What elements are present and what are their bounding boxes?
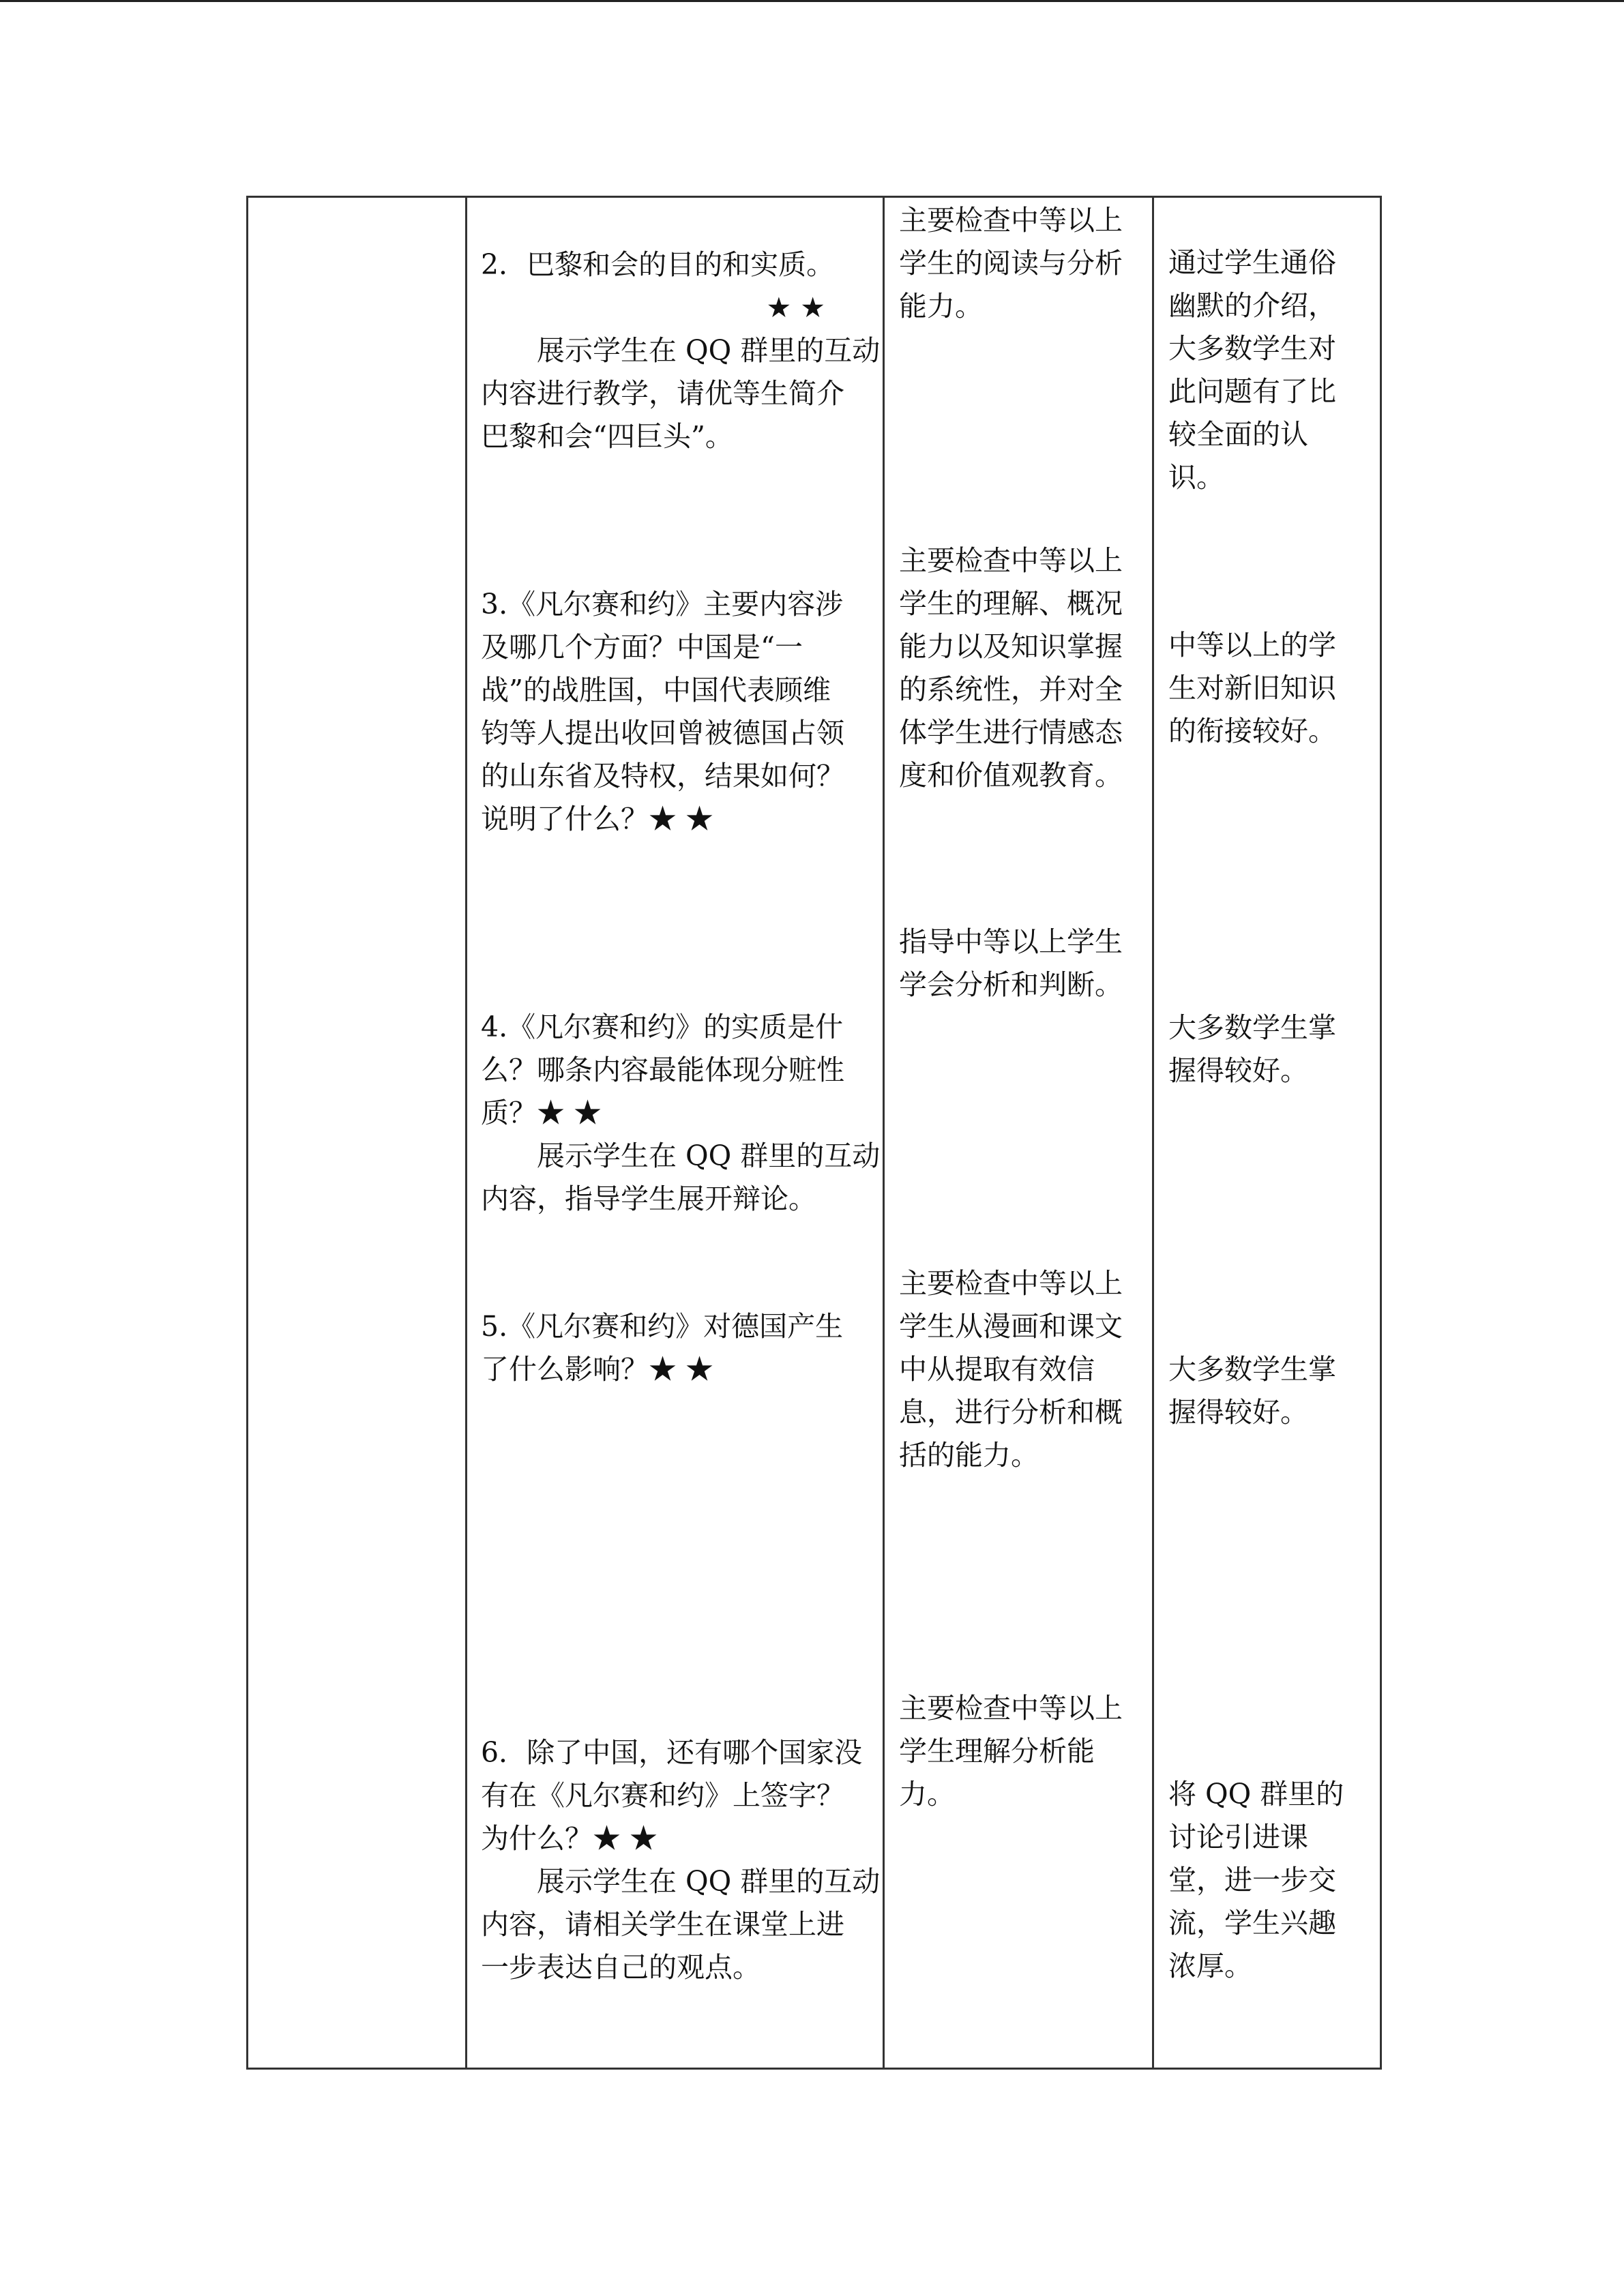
row5-check-line-3: 力。 xyxy=(899,1778,955,1810)
column-divider-3 xyxy=(1152,196,1154,2070)
row3-effect-line-2: 握得较好。 xyxy=(1168,1054,1308,1087)
row5-effect-line-5: 浓厚。 xyxy=(1168,1950,1252,1982)
row2-question-line-5: 的山东省及特权，结果如何？ xyxy=(481,760,844,792)
row2-check-line-2: 学生的理解、概况 xyxy=(899,587,1123,620)
row3-check-line-2: 学会分析和判断。 xyxy=(899,968,1123,1001)
row4-check-line-5: 括的能力。 xyxy=(899,1439,1039,1472)
row1-effect-line-3: 大多数学生对 xyxy=(1168,332,1336,365)
row5-note-line-1: 展示学生在 QQ 群里的互动 xyxy=(481,1865,881,1898)
row1-check-line-3: 能力。 xyxy=(899,290,983,323)
row4-check-line-2: 学生从漫画和课文 xyxy=(899,1310,1123,1343)
row5-question-line-3: 为什么？★ ★ xyxy=(481,1822,658,1855)
row4-effect-line-2: 握得较好。 xyxy=(1168,1396,1308,1429)
row1-note-line-2: 内容进行教学，请优等生简介 xyxy=(481,377,844,410)
row1-difficulty-stars: ★ ★ xyxy=(766,291,825,324)
row1-question-line-1: 2．巴黎和会的目的和实质。 xyxy=(481,248,835,281)
row3-effect-line-1: 大多数学生掌 xyxy=(1168,1011,1336,1044)
row1-effect-line-4: 此问题有了比 xyxy=(1168,375,1336,408)
row1-note-line-1: 展示学生在 QQ 群里的互动 xyxy=(481,334,881,367)
row3-note-line-2: 内容，指导学生展开辩论。 xyxy=(481,1182,816,1215)
row2-question-line-4: 钧等人提出收回曾被德国占领 xyxy=(481,717,844,749)
row3-question-line-2: 么？哪条内容最能体现分赃性 xyxy=(481,1054,844,1086)
row2-question-line-6: 说明了什么？★ ★ xyxy=(481,803,714,835)
row3-note-line-1: 展示学生在 QQ 群里的互动 xyxy=(481,1139,881,1172)
row2-check-line-4: 的系统性，并对全 xyxy=(899,673,1123,706)
row1-check-line-2: 学生的阅读与分析 xyxy=(899,247,1123,280)
row5-question-line-1: 6．除了中国，还有哪个国家没 xyxy=(481,1736,863,1769)
row5-note-line-3: 一步表达自己的观点。 xyxy=(481,1951,761,1984)
row5-check-line-2: 学生理解分析能 xyxy=(899,1735,1095,1768)
row2-check-line-6: 度和价值观教育。 xyxy=(899,759,1123,792)
row3-question-line-3: 质？★ ★ xyxy=(481,1097,602,1129)
row1-note-line-3: 巴黎和会“四巨头”。 xyxy=(481,420,733,453)
row2-check-line-3: 能力以及知识掌握 xyxy=(899,630,1123,663)
row1-effect-line-1: 通过学生通俗 xyxy=(1168,246,1336,279)
row1-effect-line-5: 较全面的认 xyxy=(1168,418,1308,451)
column-divider-2 xyxy=(883,196,885,2070)
row4-question-line-2: 了什么影响？★ ★ xyxy=(481,1353,714,1386)
row5-question-line-2: 有在《凡尔赛和约》上签字？ xyxy=(481,1779,844,1812)
row4-check-line-3: 中从提取有效信 xyxy=(899,1353,1095,1386)
row2-question-line-1: 3.《凡尔赛和约》主要内容涉 xyxy=(481,588,844,621)
row5-effect-line-1: 将 QQ 群里的 xyxy=(1168,1778,1344,1810)
row2-question-line-2: 及哪几个方面？中国是“一 xyxy=(481,631,803,664)
row4-question-line-1: 5.《凡尔赛和约》对德国产生 xyxy=(481,1310,844,1343)
row5-check-line-1: 主要检查中等以上 xyxy=(899,1692,1123,1725)
row4-check-line-1: 主要检查中等以上 xyxy=(899,1267,1123,1300)
page-top-border xyxy=(0,0,1624,2)
row3-check-line-1: 指导中等以上学生 xyxy=(899,925,1123,958)
row1-effect-line-6: 识。 xyxy=(1168,461,1224,494)
row4-effect-line-1: 大多数学生掌 xyxy=(1168,1353,1336,1386)
row2-check-line-1: 主要检查中等以上 xyxy=(899,544,1123,577)
row2-check-line-5: 体学生进行情感态 xyxy=(899,716,1123,749)
row5-effect-line-2: 讨论引进课 xyxy=(1168,1821,1308,1853)
row2-effect-line-1: 中等以上的学 xyxy=(1168,629,1336,661)
row2-effect-line-2: 生对新旧知识 xyxy=(1168,672,1336,704)
row2-effect-line-3: 的衔接较好。 xyxy=(1168,715,1336,747)
row2-question-line-3: 战”的战胜国，中国代表顾维 xyxy=(481,674,831,706)
row4-check-line-4: 息，进行分析和概 xyxy=(899,1396,1123,1429)
row5-effect-line-3: 堂，进一步交 xyxy=(1168,1864,1336,1896)
row1-check-line-1: 主要检查中等以上 xyxy=(899,204,1123,237)
row5-note-line-2: 内容，请相关学生在课堂上进 xyxy=(481,1908,844,1941)
row5-effect-line-4: 流，学生兴趣 xyxy=(1168,1907,1336,1939)
row1-effect-line-2: 幽默的介绍， xyxy=(1168,289,1336,322)
column-divider-1 xyxy=(465,196,467,2070)
row3-question-line-1: 4.《凡尔赛和约》的实质是什 xyxy=(481,1011,844,1043)
